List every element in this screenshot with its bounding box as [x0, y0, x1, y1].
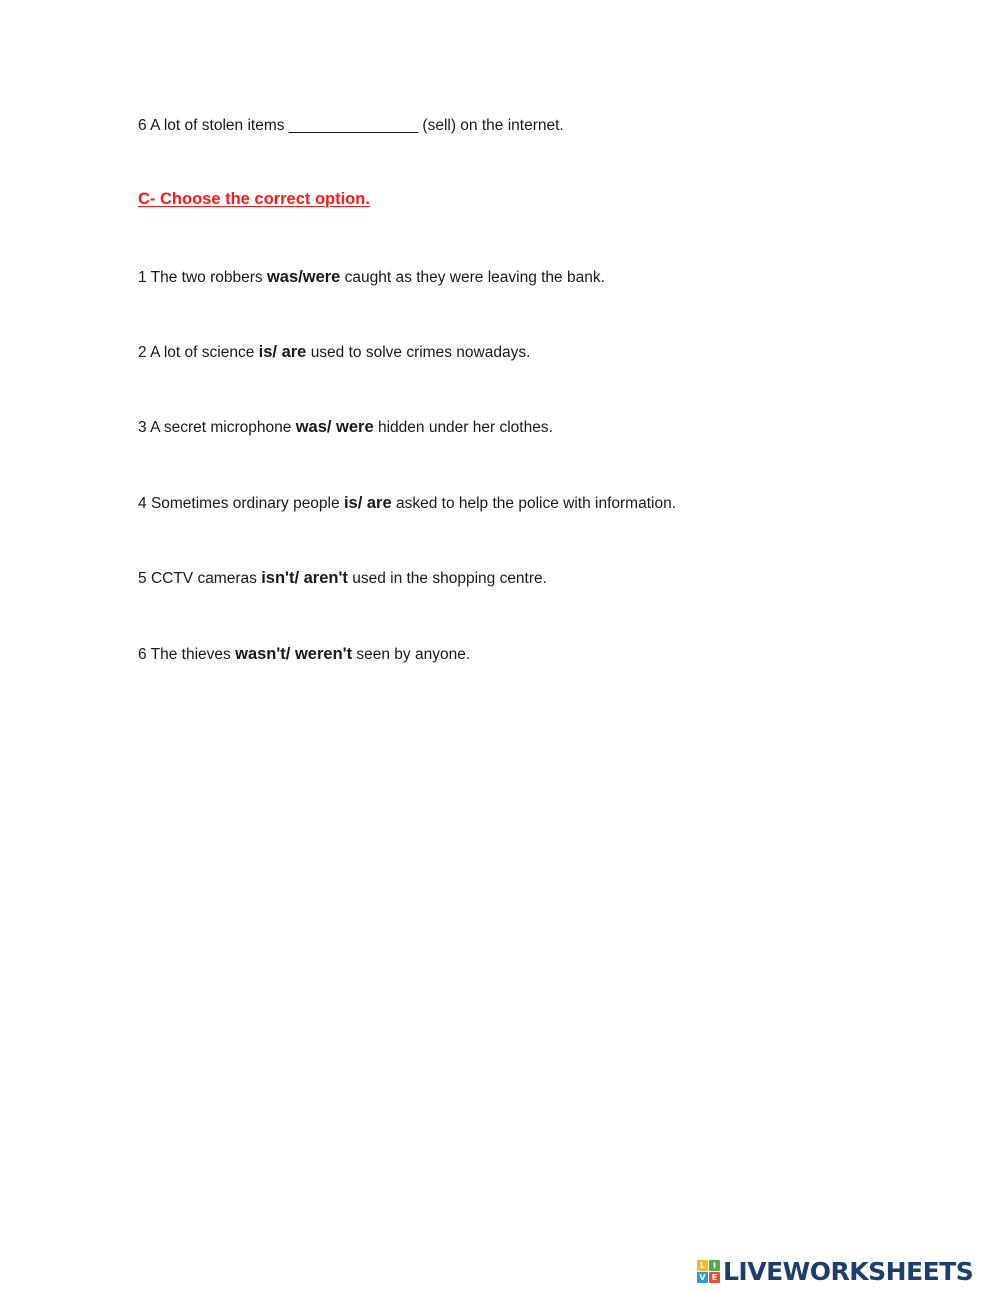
question-b6: [138, 116, 564, 136]
question-number: 2: [138, 344, 147, 361]
question-text-after: used to solve crimes nowadays.: [310, 344, 531, 361]
section-c-heading: C- Choose the correct option.: [138, 190, 370, 208]
question-text-before: The thieves: [150, 646, 231, 663]
liveworksheets-logo-icon: [697, 1260, 720, 1283]
question-text-after: caught as they were leaving the bank.: [344, 269, 605, 286]
question-number: 3: [138, 419, 147, 436]
answer-options[interactable]: is/ are: [343, 494, 392, 512]
question-c2: [138, 342, 530, 363]
question-text-after: (sell) on the internet.: [422, 117, 564, 134]
question-text-after: used in the shopping centre.: [352, 570, 547, 587]
question-text-before: CCTV cameras: [150, 570, 257, 587]
question-c1: [138, 267, 605, 288]
question-text-before: A lot of stolen items: [150, 117, 285, 134]
question-text-after: asked to help the police with information.: [395, 495, 676, 512]
answer-options[interactable]: is/ are: [258, 343, 307, 361]
logo-tile: I: [709, 1260, 720, 1271]
answer-options[interactable]: was/ were: [295, 418, 374, 436]
answer-options[interactable]: isn't/ aren't: [261, 569, 348, 587]
logo-tile: V: [697, 1272, 708, 1283]
question-number: 4: [138, 495, 147, 512]
question-text-before: The two robbers: [150, 269, 263, 286]
question-number: 6: [138, 646, 147, 663]
question-text-after: seen by anyone.: [356, 646, 471, 663]
question-c5: [138, 568, 547, 589]
question-text-after: hidden under her clothes.: [377, 419, 553, 436]
liveworksheets-logo: [697, 1256, 973, 1286]
logo-tile: E: [709, 1272, 720, 1283]
question-text-before: Sometimes ordinary people: [150, 495, 340, 512]
logo-text: LIVEWORKSHEETS: [723, 1256, 974, 1286]
answer-options[interactable]: was/were: [266, 268, 341, 286]
question-c4: [138, 493, 676, 514]
answer-options[interactable]: wasn't/ weren't: [235, 645, 353, 663]
question-number: 6: [138, 117, 147, 134]
question-number: 1: [138, 269, 147, 286]
question-text-before: A lot of science: [150, 344, 255, 361]
logo-tile: L: [697, 1260, 708, 1271]
question-number: 5: [138, 570, 147, 587]
question-c6: [138, 644, 470, 665]
answer-blank[interactable]: _______________: [288, 117, 419, 134]
question-text-before: A secret microphone: [150, 419, 292, 436]
question-c3: [138, 417, 553, 438]
